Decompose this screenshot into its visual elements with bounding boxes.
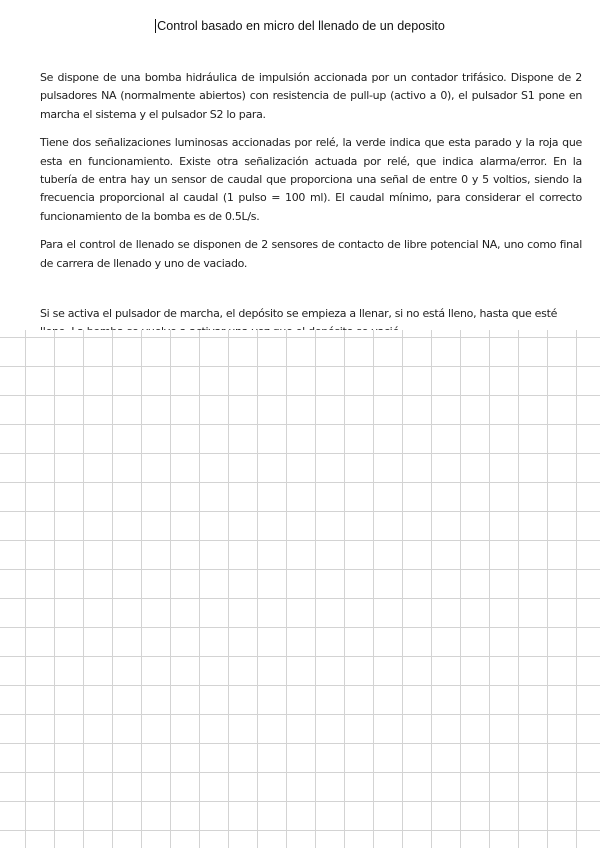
paragraph-level-sensors: Para el control de llenado se disponen de 2 sensores de contacto de libre potencial NA, uno como final de carrera de llenado y uno de vaciado. bbox=[40, 238, 582, 270]
document-title bbox=[0, 17, 600, 35]
paragraph-pump-description: Se dispone de una bomba hidráulica de impulsión accionada por un contador trifásico. Dispone de 2 pulsadores NA (normalmente abiertos) con resistencia de pull-up (activo a 0), el pulsador S1 pone en marcha el sistema y el pulsador S2 lo para. bbox=[40, 71, 582, 121]
paragraph-operation: Si se activa el pulsador de marcha, el depósito se empieza a llenar, si no está lleno, hasta que esté bbox=[40, 307, 558, 321]
document-title-text: Control basado en micro del llenado de un deposito bbox=[157, 19, 445, 33]
graph-paper-grid bbox=[0, 330, 600, 848]
document-body bbox=[40, 69, 582, 352]
paragraph-signals-description: Tiene dos señalizaciones luminosas accionadas por relé, la verde indica que esta parado y la roja que esta en funcionamiento. Existe otra señalización actuada por relé, que indica alarma/error. En la tubería de entra hay un sensor de caudal que proporciona una señal de entre 0 y 5 voltios, siendo la frecuencia proporcional al caudal (1 pulso = 100 ml). El caudal mínimo, para considerar el correcto funcionamiento de la bomba es de 0.5L/s. bbox=[40, 136, 582, 223]
